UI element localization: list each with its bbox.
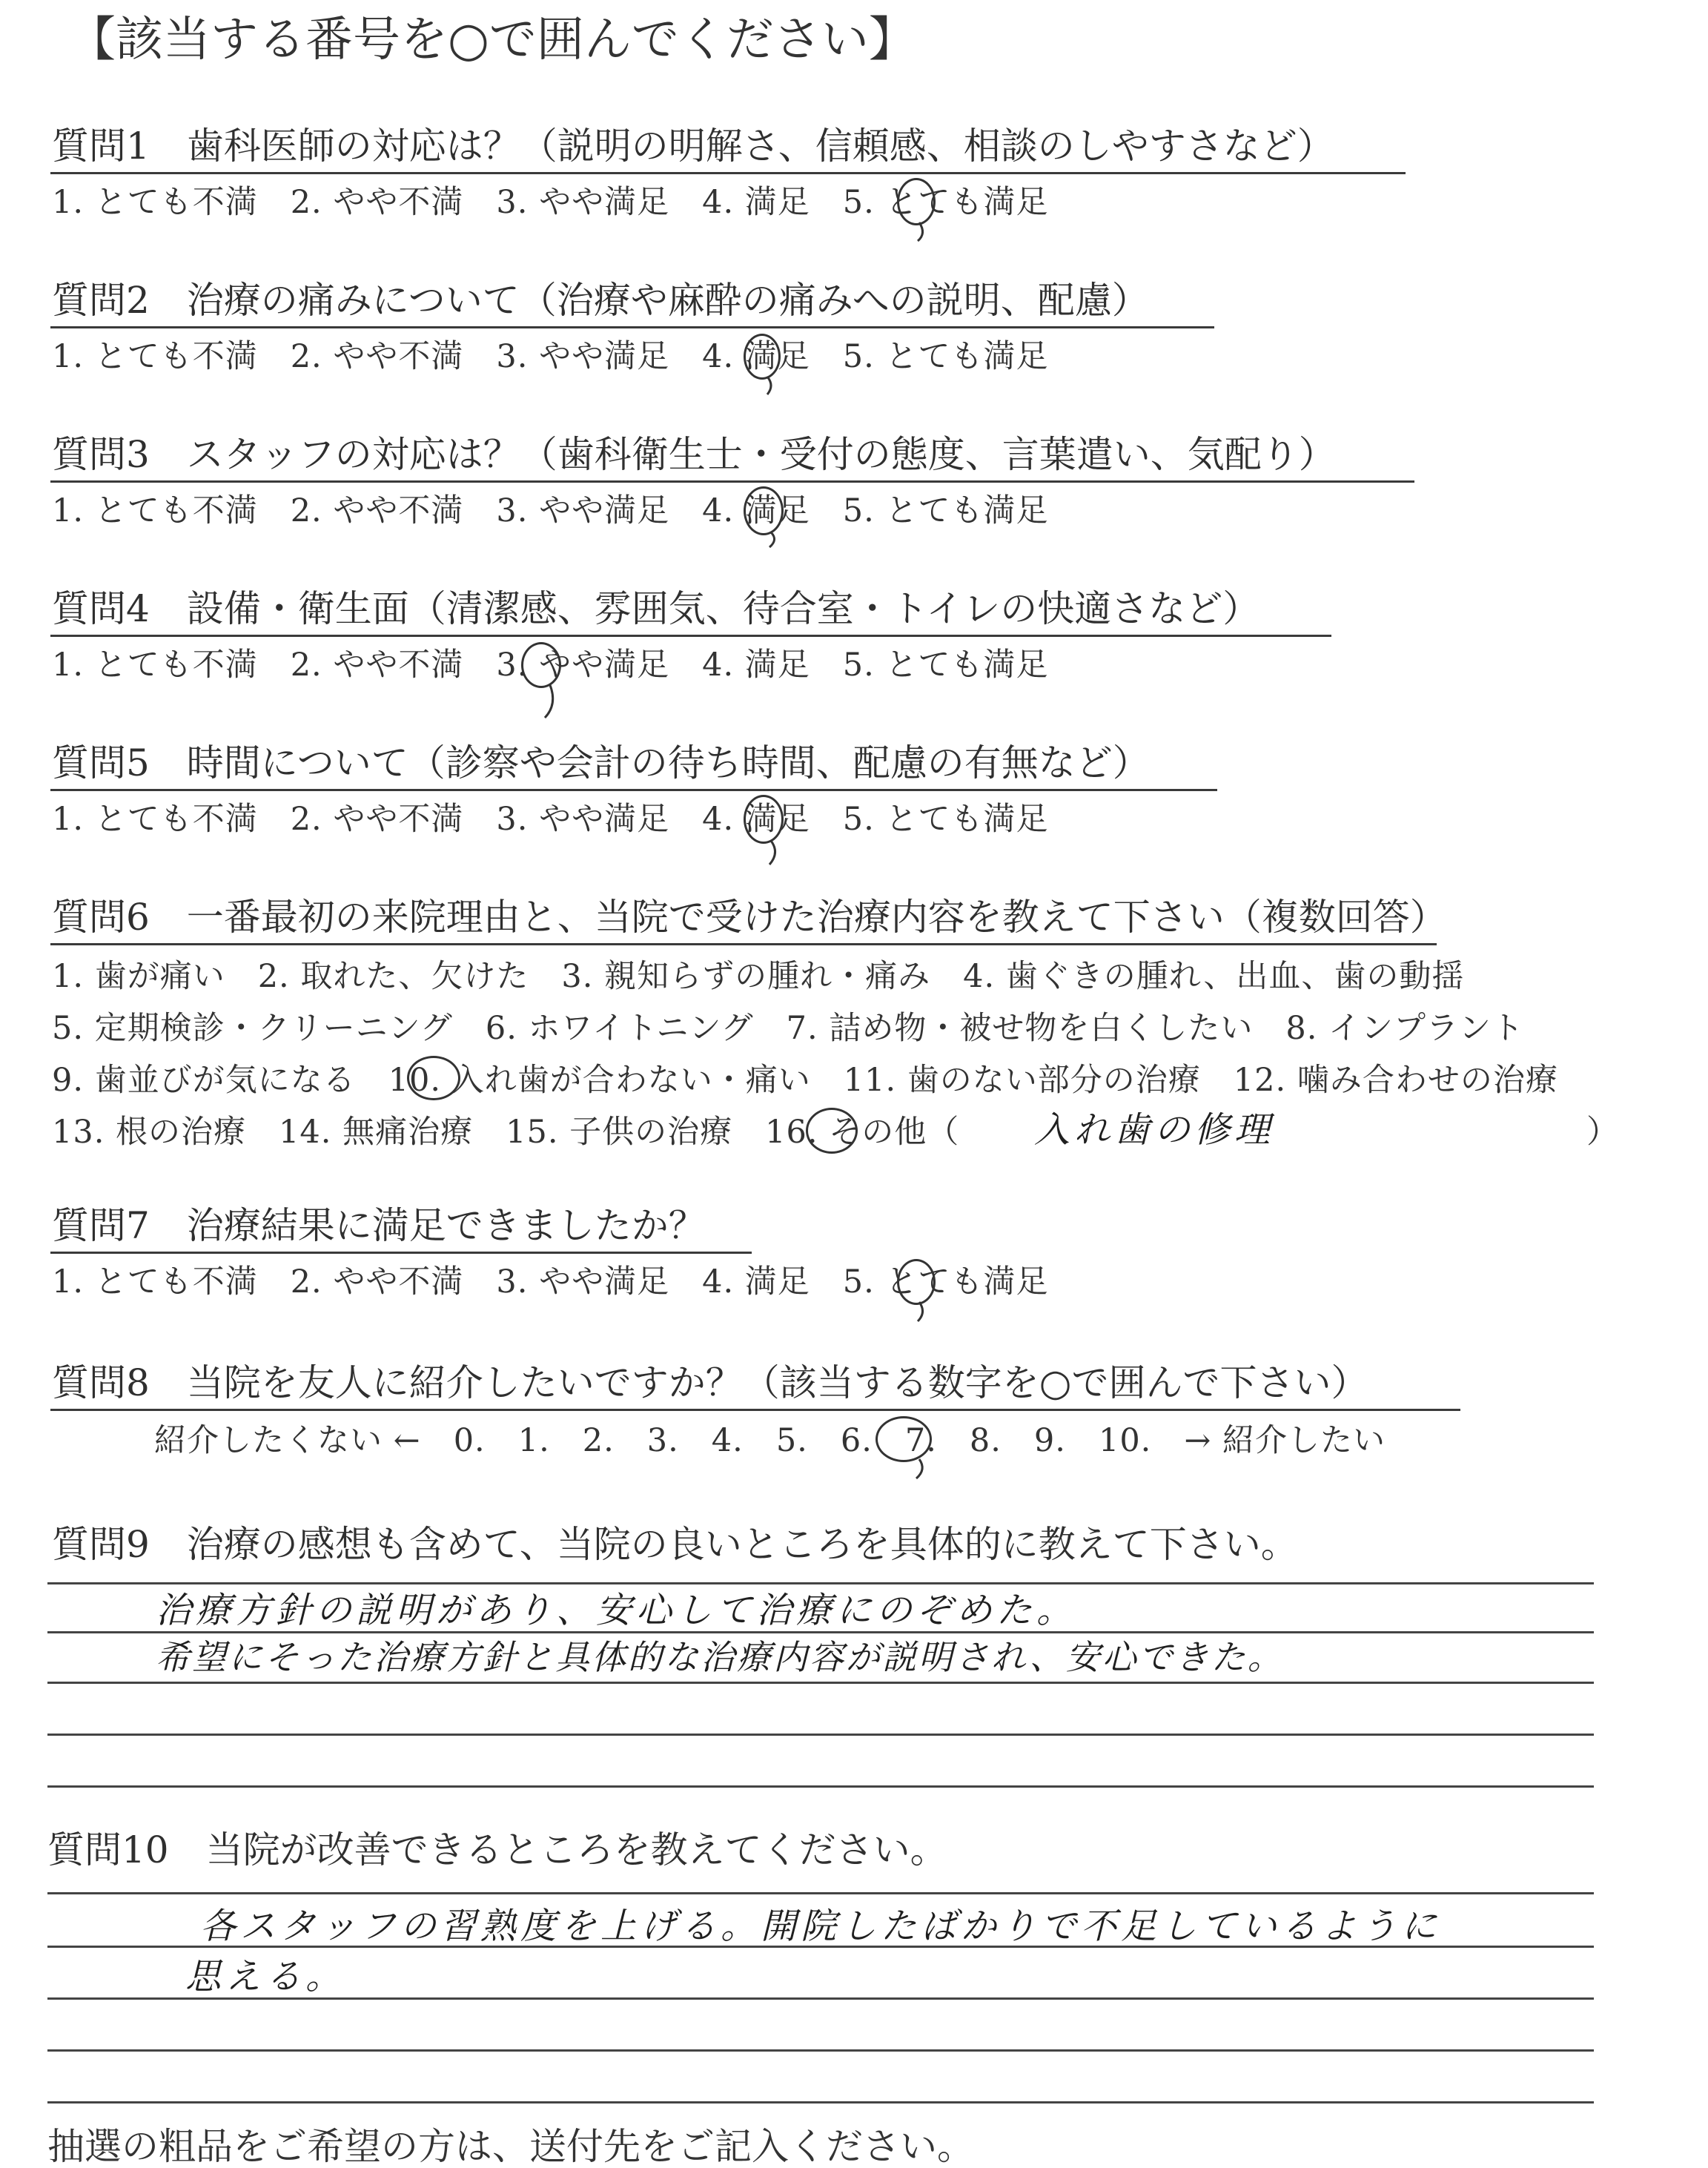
question-4-label: 質問4 設備・衛生面（清潔感、雰囲気、待合室・トイレの快適さなど） [52,587,1260,630]
question-5-label: 質問5 時間について（診察や会計の待ち時間、配慮の有無など） [52,741,1150,784]
pen-tail-q5 [769,841,775,865]
pen-tail-q8 [916,1459,922,1478]
question-10-handwriting-1[interactable]: 各スタッフの習熟度を上げる。開院したばかりで不足しているように [200,1906,1442,1947]
footer-note: 抽選の粗品をご希望の方は、送付先をご記入ください。 [47,2125,974,2168]
question-10-handwriting-2[interactable]: 思える。 [185,1956,346,1997]
page-title: 【該当する番号を○で囲んでください】 [68,13,916,67]
question-7-options: 1. とても不満 2. やや不満 3. やや満足 4. 満足 5. とても満足 [52,1263,1049,1301]
question-6-other-handwriting[interactable]: 入れ歯の修理 [1034,1109,1275,1151]
pen-tail-q4 [545,685,553,718]
pen-tail-q3 [769,532,775,547]
question-9-handwriting-2[interactable]: 希望にそった治療方針と具体的な治療内容が説明され、安心できた。 [156,1637,1284,1677]
pen-tail-q1 [918,222,923,241]
question-1-options: 1. とても不満 2. やや不満 3. やや満足 4. 満足 5. とても満足 [52,184,1049,221]
pen-tail-q7 [918,1302,923,1321]
question-6-row-1: 1. 歯が痛い 2. 取れた、欠けた 3. 親知らずの腫れ・痛み 4. 歯ぐきの腫れ、出血、歯の動揺 [52,958,1465,995]
question-8-label: 質問8 当院を友人に紹介したいですか？（該当する数字を○で囲んで下さい） [52,1361,1368,1404]
question-10-label: 質問10 当院が改善できるところを教えてください。 [47,1828,947,1871]
question-5-options: 1. とても不満 2. やや不満 3. やや満足 4. 満足 5. とても満足 [52,801,1049,838]
question-1-label: 質問1 歯科医師の対応は？（説明の明解さ、信頼感、相談のしやすさなど） [52,125,1334,168]
question-6-row-3: 9. 歯並びが気になる 10. 入れ歯が合わない・痛い 11. 歯のない部分の治療 12. 噛み合わせの治療 [52,1062,1558,1099]
question-3-options: 1. とても不満 2. やや不満 3. やや満足 4. 満足 5. とても満足 [52,492,1049,529]
question-2-label: 質問2 治療の痛みについて（治療や麻酔の痛みへの説明、配慮） [52,279,1149,322]
question-4-options: 1. とても不満 2. やや不満 3. やや満足 4. 満足 5. とても満足 [52,647,1049,684]
question-6-row-2: 5. 定期検診・クリーニング 6. ホワイトニング 7. 詰め物・被せ物を白くしたい 8. インプラント [52,1010,1525,1047]
question-3-label: 質問3 スタッフの対応は？（歯科衛生士・受付の態度、言葉遣い、気配り） [52,433,1336,476]
question-9-label: 質問9 治療の感想も含めて、当院の良いところを具体的に教えて下さい。 [52,1523,1298,1566]
question-6-row-4: 13. 根の治療 14. 無痛治療 15. 子供の治療 16. その他（ [52,1114,960,1151]
pen-tail-q2 [767,377,771,394]
question-6-other-close-paren: ） [1586,1114,1619,1151]
question-9-handwriting-1[interactable]: 治療方針の説明があり、安心して治療にのぞめた。 [156,1590,1077,1631]
question-6-label: 質問6 一番最初の来院理由と、当院で受けた治療内容を教えて下さい（複数回答） [52,896,1447,939]
question-2-options: 1. とても不満 2. やや不満 3. やや満足 4. 満足 5. とても満足 [52,338,1049,375]
question-8-scale: 紹介したくない ← 0. 1. 2. 3. 4. 5. 6. 7. 8. 9. 10. → 紹介したい [154,1422,1386,1459]
question-7-label: 質問7 治療結果に満足できましたか？ [52,1204,706,1247]
